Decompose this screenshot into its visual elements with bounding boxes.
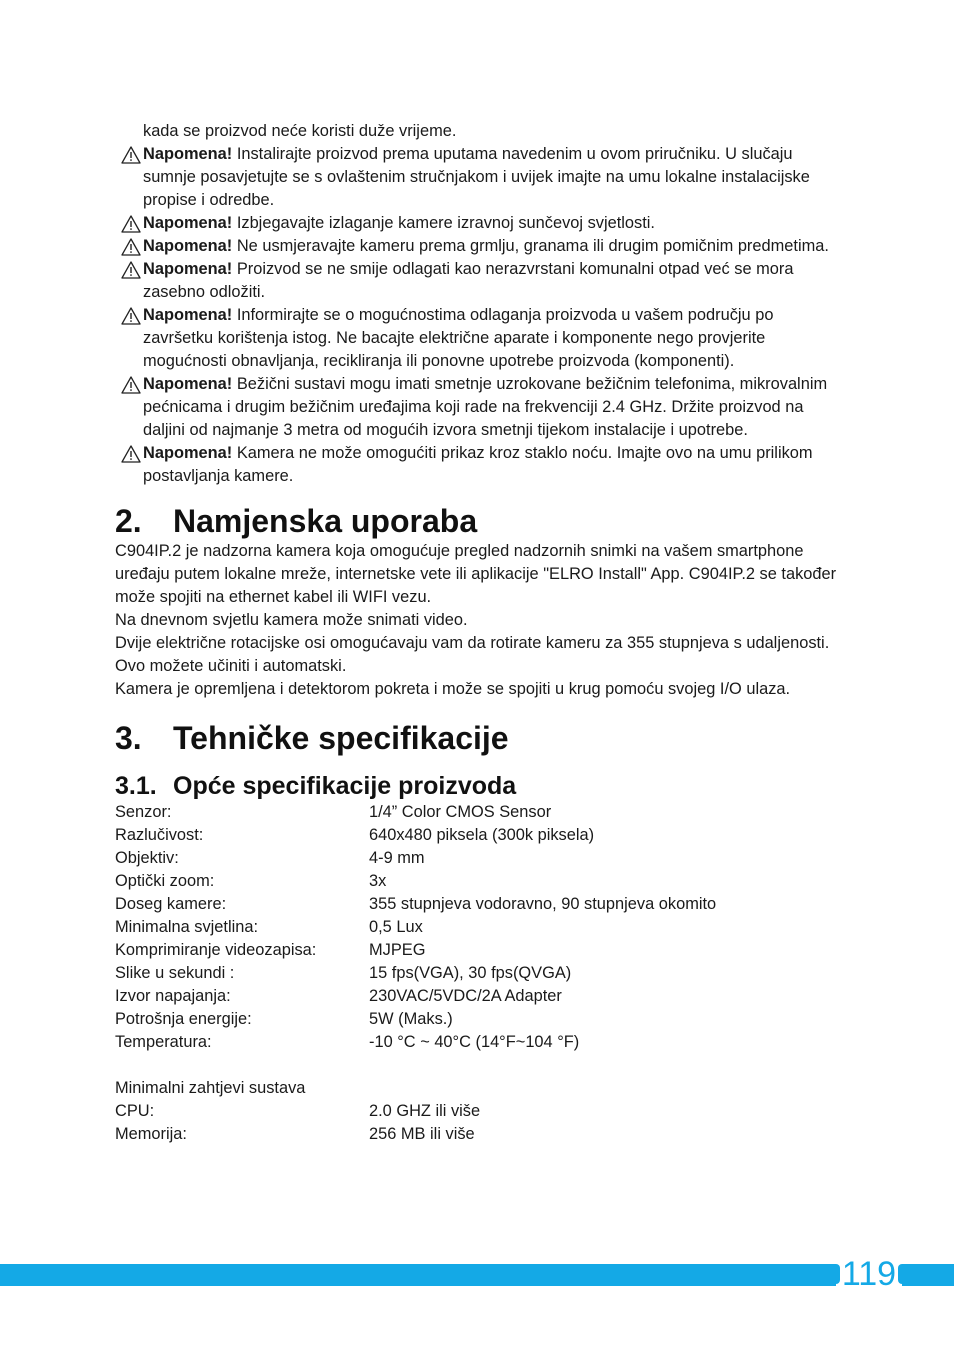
spec-label: Slike u sekundi : (115, 964, 235, 982)
spec-label: Doseg kamere: (115, 895, 227, 913)
spec-value: 15 fps(VGA), 30 fps(QVGA) (369, 964, 572, 982)
spec-value: 4-9 mm (369, 849, 425, 867)
section-2-body (115, 540, 845, 701)
spec-label: Potrošnja energije: (115, 1010, 252, 1028)
page-content (115, 120, 845, 1146)
spec-value: 355 stupnjeva vodoravno, 90 stupnjeva okomito (369, 895, 717, 913)
warning-icon (121, 238, 141, 256)
spec-row (115, 1031, 845, 1054)
paragraph: Kamera je opremljena i detektorom pokreta i može se spojiti u krug pomoću svojeg I/O ulaza. (115, 680, 791, 698)
spec-value: 5W (Maks.) (369, 1010, 453, 1028)
warning-icon (121, 376, 141, 394)
spec-value: 1/4” Color CMOS Sensor (369, 803, 552, 821)
warning-icon (121, 307, 141, 325)
spec-label: Temperatura: (115, 1033, 212, 1051)
note-label: Napomena! (143, 145, 233, 163)
warning-icon (121, 146, 141, 164)
note-text: Bežični sustavi mogu imati smetnje uzrokovane bežičnim telefonima, mikrovalnim pećnicama i drugim bežičnim uređajima koji rade na frekvenciji 2.4 GHz. Držite proizvod na daljini od najmanje 3 metra od mogućih izvora smetnji tijekom instalacije i upotrebe. (143, 375, 828, 439)
spec-label: Optički zoom: (115, 872, 215, 890)
section-title: Tehničke specifikacije (173, 720, 509, 756)
spec-label: Razlučivost: (115, 826, 204, 844)
paragraph: C904IP.2 je nadzorna kamera koja omogućuje pregled nadzornih snimki na vašem smartphone uređaju putem lokalne mreže, internetske vete ili aplikacije "ELRO Install" App. C904IP.2 se također može spojiti na ethernet kabel ili WIFI vezu. (115, 542, 837, 606)
spec-value: MJPEG (369, 941, 426, 959)
note-1 (115, 143, 845, 212)
paragraph: Dvije električne rotacijske osi omogućavaju vam da rotirate kameru za 355 stupnjeva s udaljenosti. Ovo možete učiniti i automatski. (115, 634, 830, 675)
section-title: Opće specifikacije proizvoda (173, 772, 517, 800)
note-6 (115, 373, 845, 442)
note-label: Napomena! (143, 237, 233, 255)
paragraph: Na dnevnom svjetlu kamera može snimati video. (115, 611, 468, 629)
note-3 (115, 235, 845, 258)
spec-row (115, 1123, 845, 1146)
note-text: Informirajte se o mogućnostima odlaganja proizvoda u vašem području po završetku korištenja istog. Ne bacajte električne aparate i komponente nego provjerite mogućnosti obnavljanja, recikliranja ili ponovne upotrebe proizvoda (komponenti). (143, 306, 774, 370)
section-3-1-heading (115, 771, 845, 801)
spec-row (115, 801, 845, 824)
intro-line: kada se proizvod neće koristi duže vrijeme. (143, 122, 457, 140)
note-text: Instalirajte proizvod prema uputama navedenim u ovom priručniku. U slučaju sumnje posavjetujte se s ovlaštenim stručnjakom i uvijek imajte na umu lokalne instalacijske propise i odredbe. (143, 145, 810, 209)
spec-row (115, 824, 845, 847)
spec-label: CPU: (115, 1102, 155, 1120)
spec-row (115, 939, 845, 962)
spec-value: 3x (369, 872, 387, 890)
spec-value: 2.0 GHZ ili više (369, 1102, 481, 1120)
spec-row (115, 893, 845, 916)
spec-label: Minimalna svjetlina: (115, 918, 259, 936)
note-5 (115, 304, 845, 373)
spec-table (115, 801, 845, 1146)
note-7 (115, 442, 845, 488)
spec-row (115, 962, 845, 985)
spec-value: -10 °C ~ 40°C (14°F~104 °F) (369, 1033, 580, 1051)
spec-label: Memorija: (115, 1125, 187, 1143)
section-3-heading (115, 719, 845, 757)
warning-icon (121, 445, 141, 463)
note-text: Izbjegavajte izlaganje kamere izravnoj sunčevoj svjetlosti. (232, 214, 655, 232)
note-label: Napomena! (143, 444, 233, 462)
spec-label: Objektiv: (115, 849, 179, 867)
note-4 (115, 258, 845, 304)
spec-label: Senzor: (115, 803, 172, 821)
system-requirements-heading: Minimalni zahtjevi sustava (115, 1079, 306, 1097)
warning-icon (121, 215, 141, 233)
spec-label: Komprimiranje videozapisa: (115, 941, 317, 959)
spec-value: 640x480 piksela (300k piksela) (369, 826, 595, 844)
footer-bar (0, 1264, 954, 1286)
spec-row (115, 1008, 845, 1031)
spec-label: Izvor napajanja: (115, 987, 231, 1005)
section-number: 3.1. (115, 772, 157, 800)
spec-value: 0,5 Lux (369, 918, 423, 936)
spec-row (115, 985, 845, 1008)
warning-icon (121, 261, 141, 279)
page-number-bracket-right (898, 1264, 902, 1284)
spec-value: 230VAC/5VDC/2A Adapter (369, 987, 562, 1005)
page-number-text: 119 (841, 1255, 897, 1293)
spec-value: 256 MB ili više (369, 1125, 475, 1143)
spec-row (115, 847, 845, 870)
section-number: 2. (115, 503, 142, 539)
note-label: Napomena! (143, 260, 233, 278)
section-number: 3. (115, 720, 142, 756)
spec-row (115, 1100, 845, 1123)
spacer (115, 1054, 845, 1077)
note-text: Proizvod se ne smije odlagati kao nerazvrstani komunalni otpad već se mora zasebno odložiti. (143, 260, 794, 301)
page-number-bracket-left (836, 1264, 840, 1284)
section-2-heading (115, 502, 845, 540)
note-2 (115, 212, 845, 235)
note-label: Napomena! (143, 375, 233, 393)
spec-row (115, 916, 845, 939)
note-label: Napomena! (143, 306, 233, 324)
note-text: Ne usmjeravajte kameru prema grmlju, granama ili drugim pomičnim predmetima. (232, 237, 829, 255)
note-label: Napomena! (143, 214, 233, 232)
spec-row (115, 870, 845, 893)
note-text: Kamera ne može omogućiti prikaz kroz staklo noću. Imajte ovo na umu prilikom postavljanja kamere. (143, 444, 813, 485)
section-title: Namjenska uporaba (173, 503, 478, 539)
page-number (836, 1252, 902, 1296)
